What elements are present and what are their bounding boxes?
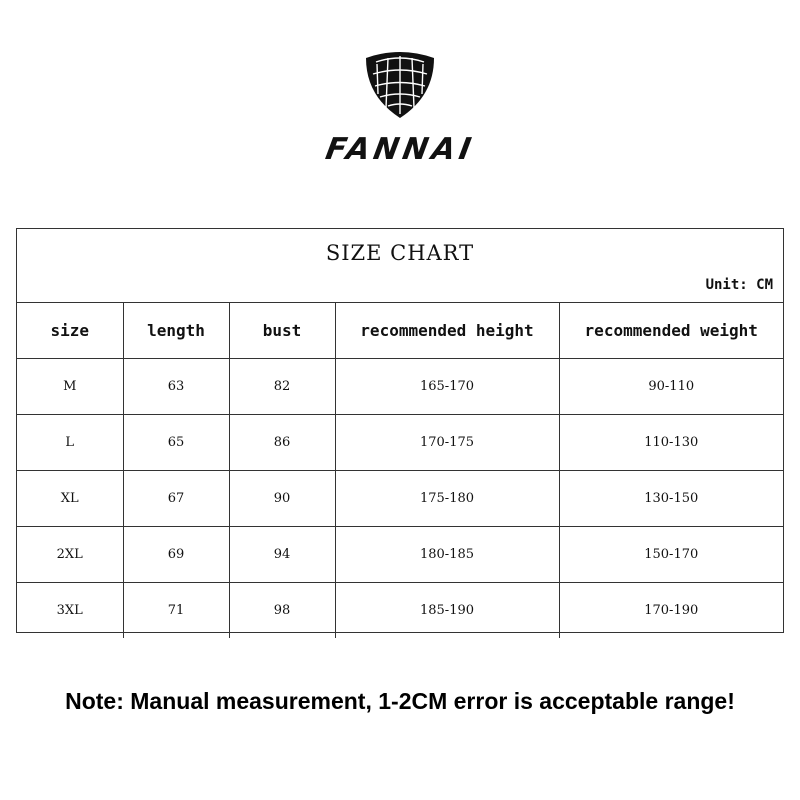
cell-weight: 150-170 — [559, 527, 783, 583]
cell-height: 165-170 — [335, 359, 559, 415]
cell-size: M — [17, 359, 123, 415]
measurement-note: Note: Manual measurement, 1-2CM error is acceptable range! — [65, 688, 735, 714]
cell-length: 63 — [123, 359, 229, 415]
cell-bust: 86 — [229, 415, 335, 471]
table-header-row — [17, 303, 783, 359]
cell-length: 65 — [123, 415, 229, 471]
cell-bust: 90 — [229, 471, 335, 527]
cell-height: 175-180 — [335, 471, 559, 527]
column-header-length: length — [123, 303, 229, 359]
table-row — [17, 359, 783, 415]
cell-bust: 98 — [229, 583, 335, 639]
table-row — [17, 471, 783, 527]
cell-height: 170-175 — [335, 415, 559, 471]
cell-size: 3XL — [17, 583, 123, 639]
cell-height: 180-185 — [335, 527, 559, 583]
cell-weight: 90-110 — [559, 359, 783, 415]
brand-header — [0, 50, 800, 167]
column-header-recommended-height: recommended height — [335, 303, 559, 359]
cell-weight: 130-150 — [559, 471, 783, 527]
table-row — [17, 527, 783, 583]
cell-size: L — [17, 415, 123, 471]
size-chart — [16, 228, 784, 633]
unit-label: Unit: CM — [705, 277, 773, 293]
cell-bust: 82 — [229, 359, 335, 415]
cell-bust: 94 — [229, 527, 335, 583]
shield-logo-icon — [362, 50, 438, 120]
size-chart-header — [17, 229, 783, 303]
size-table — [17, 303, 783, 638]
chart-title: SIZE CHART — [325, 241, 475, 265]
column-header-size: size — [17, 303, 123, 359]
column-header-bust: bust — [229, 303, 335, 359]
cell-weight: 170-190 — [559, 583, 783, 639]
cell-length: 71 — [123, 583, 229, 639]
column-header-recommended-weight: recommended weight — [559, 303, 783, 359]
table-row — [17, 583, 783, 639]
table-row — [17, 415, 783, 471]
cell-length: 67 — [123, 471, 229, 527]
cell-size: 2XL — [17, 527, 123, 583]
cell-weight: 110-130 — [559, 415, 783, 471]
cell-size: XL — [17, 471, 123, 527]
brand-name: FANNAI — [322, 132, 478, 167]
cell-height: 185-190 — [335, 583, 559, 639]
cell-length: 69 — [123, 527, 229, 583]
